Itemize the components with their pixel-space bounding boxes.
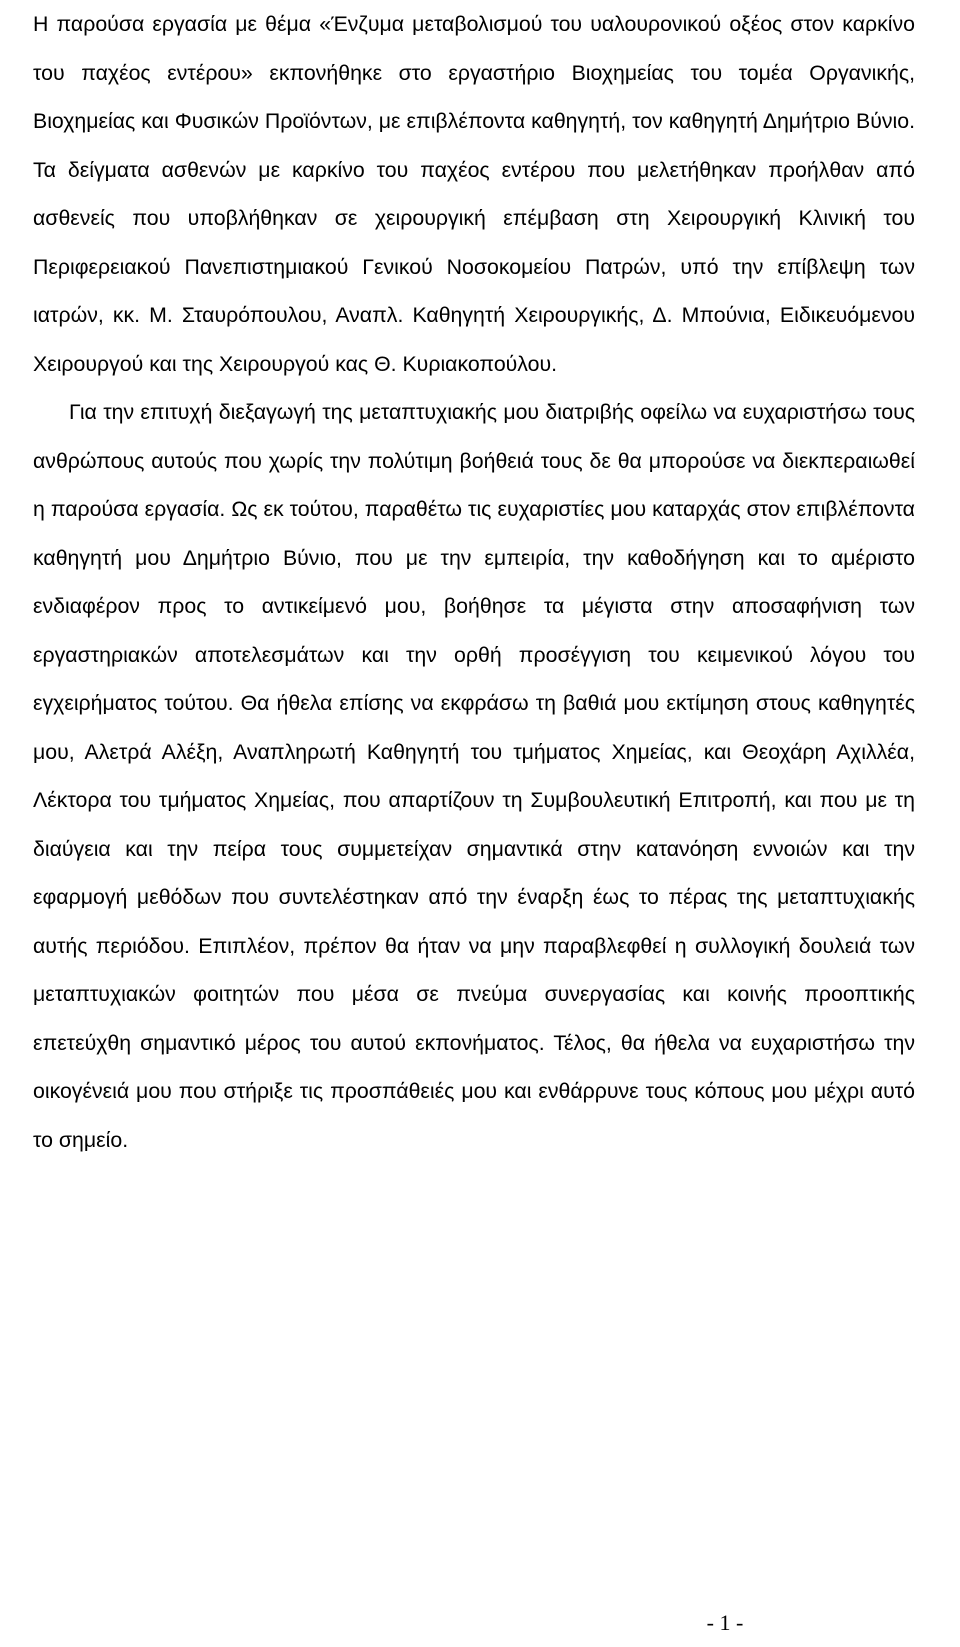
paragraph-acknowledgements: Για την επιτυχή διεξαγωγή της μεταπτυχιακής μου διατριβής οφείλω να ευχαριστήσω τους ανθρώπους αυτούς που χωρίς την πολύτιμη βοήθειά τους δε θα μπορούσε να διεκπεραιωθεί η παρούσα εργασία. Ως εκ τούτου, παραθέτω τις ευχαριστίες μου καταρχάς στον επιβλέποντα καθηγητή μου Δημήτριο Βύνιο, που με την εμπειρία, την καθοδήγηση και το αμέριστο ενδιαφέρον προς το αντικείμενό μου, βοήθησε τα μέγιστα στην αποσαφήνιση των εργαστηριακών αποτελεσμάτων και την ορθή προσέγγιση του κειμενικού λόγου του εγχειρήματος τούτου. Θα ήθελα επίσης να εκφράσω τη βαθιά μου εκτίμηση στους καθηγητές μου, Αλετρά Αλέξη, Αναπληρωτή Καθηγητή του τμήματος Χημείας, και Θεοχάρη Αχιλλέα, Λέκτορα του τμήματος Χημείας, που απαρτίζουν τη Συμβουλευτική Επιτροπή, και που με τη διαύγεια και την πείρα τους συμμετείχαν σημαντικά στην κατανόηση εννοιών και την εφαρμογή μεθόδων που συντελέστηκαν από την έναρξη έως το πέρας της μεταπτυχιακής αυτής περιόδου. Επιπλέον, πρέπον θα ήταν να μην παραβλεφθεί η συλλογική δουλειά των μεταπτυχιακών φοιτητών που μέσα σε πνεύμα συνεργασίας και κοινής προοπτικής επετεύχθη σημαντικό μέρος του αυτού εκπονήματος. Τέλος, θα ήθελα να ευχαριστήσω την οικογένειά μου που στήριξε τις προσπάθειές μου και ενθάρρυνε τους κόπους μου μέχρι αυτό το σημείο. [33, 400, 915, 1152]
paragraph-intro: Η παρούσα εργασία με θέμα «Ένζυμα μεταβολισμού του υαλουρονικού οξέος στον καρκίνο του παχέος εντέρου» εκπονήθηκε στο εργαστήριο Βιοχημείας του τομέα Οργανικής, Βιοχημείας και Φυσικών Προϊόντων, με επιβλέποντα καθηγητή, τον καθηγητή Δημήτριο Βύνιο. Τα δείγματα ασθενών με καρκίνο του παχέος εντέρου που μελετήθηκαν προήλθαν από ασθενείς που υποβλήθηκαν σε χειρουργική επέμβαση στη Χειρουργική Κλινική του Περιφερειακού Πανεπιστημιακού Γενικού Νοσοκομείου Πατρών, υπό την επίβλεψη των ιατρών, κκ. Μ. Σταυρόπουλου, Αναπλ. Καθηγητή Χειρουργικής, Δ. Μπούνια, Ειδικευόμενου Χειρουργού και της Χειρουργού κας Θ. Κυριακοπούλου. [33, 12, 915, 376]
page-number: - 1 - [706, 1610, 744, 1635]
body-text [33, 0, 915, 1164]
